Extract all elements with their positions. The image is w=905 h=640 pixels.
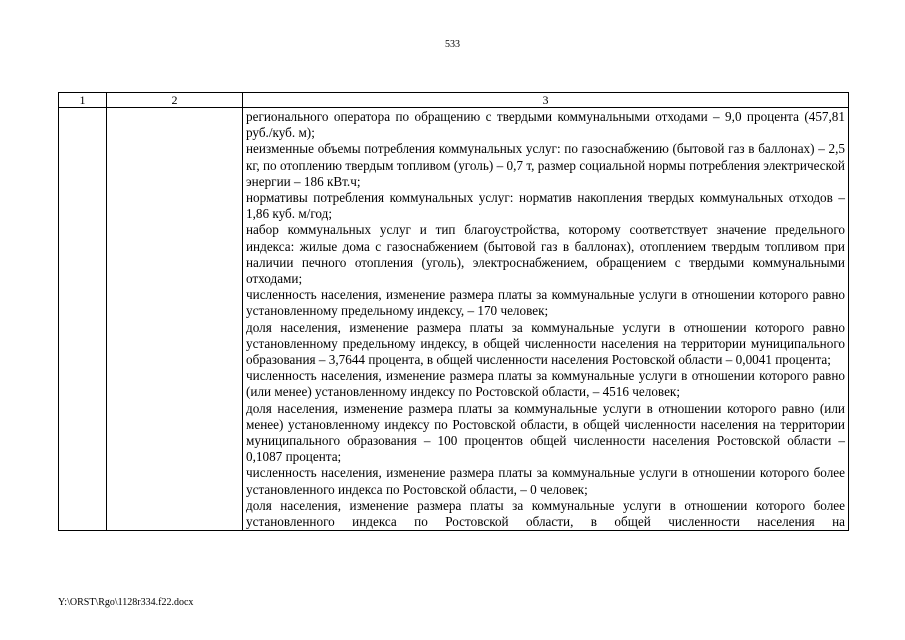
paragraph-share-regional: доля населения, изменение размера платы за коммунальные услуги в отношении которого равно (или менее) установленному индексу по Ростовской области, в общей численности населения на территории муниципального образования – 100 процентов общей численности населения Ростовской области – 0,1087 процента;: [246, 400, 845, 465]
paragraph-share-above: доля населения, изменение размера платы за коммунальные услуги в отношении которого более установленного индекса по Ростовской области, в общей численности населения на: [246, 497, 845, 530]
paragraph-share-equal: доля населения, изменение размера платы за коммунальные услуги в отношении которого равно установленному предельному индексу, в общей численности населения на территории муниципального образования – 3,7644 процента, в общей численности населения Ростовской области – 0,0041 процента;: [246, 319, 845, 368]
column-header-2: 2: [107, 93, 243, 108]
paragraph-services-set: набор коммунальных услуг и тип благоустройства, которому соответствует значение предельного индекса: жилые дома с газоснабжением (бытовой газ в баллонах), отоплением твердым топливом при наличии печного отопления (уголь), электроснабжением, обращением с твердыми коммунальными отходами;: [246, 222, 845, 287]
table-row: [59, 108, 849, 531]
paragraph-consumption-volumes: неизменные объемы потребления коммунальных услуг: по газоснабжению (бытовой газ в баллонах) – 2,5 кг, по отоплению твердым топливом (уголь) – 0,7 т, размер социальной нормы потребления электрической энергии – 186 кВт.ч;: [246, 141, 845, 189]
column-header-1: 1: [59, 93, 107, 108]
table-header-row: [59, 93, 849, 108]
column-2-cell: [107, 108, 243, 531]
paragraph-operator-tariff: регионального оператора по обращению с твердыми коммунальными отходами – 9,0 процента (457,81 руб./куб. м);: [246, 109, 845, 141]
page-number: 533: [445, 39, 460, 50]
document-table: [58, 92, 849, 531]
paragraph-population-above: численность населения, изменение размера платы за коммунальные услуги в отношении которого более установленного индекса по Ростовской области, – 0 человек;: [246, 465, 845, 497]
paragraph-consumption-norms: нормативы потребления коммунальных услуг: норматив накопления твердых коммунальных отходов – 1,86 куб. м/год;: [246, 190, 845, 222]
column-header-3: 3: [243, 93, 849, 108]
paragraph-population-equal: численность населения, изменение размера платы за коммунальные услуги в отношении которого равно установленному предельному индексу, – 170 человек;: [246, 287, 845, 319]
paragraph-population-regional: численность населения, изменение размера платы за коммунальные услуги в отношении которого равно (или менее) установленному индексу по Ростовской области, – 4516 человек;: [246, 368, 845, 400]
column-3-cell: [243, 108, 849, 531]
footer-file-path: Y:\ORST\Rgo\1128r334.f22.docx: [58, 597, 194, 608]
column-1-cell: [59, 108, 107, 531]
